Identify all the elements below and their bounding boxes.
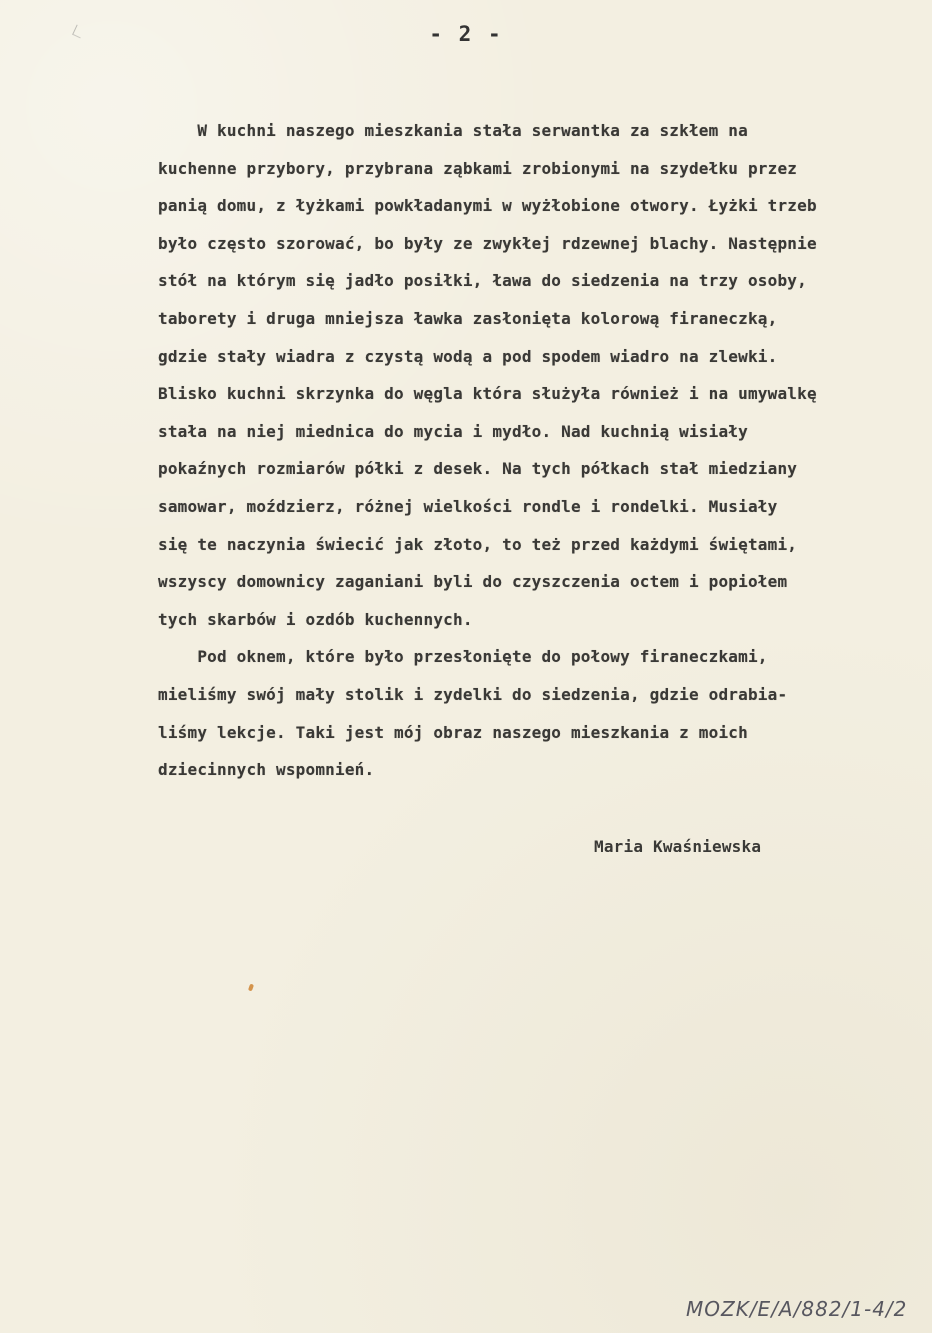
text-line: wszyscy domownicy zaganiani byli do czyszczenia octem i popiołem: [158, 572, 788, 592]
archive-reference: MOZK/E/A/882/1-4/2: [686, 1297, 908, 1321]
text-line: gdzie stały wiadra z czystą wodą a pod spodem wiadro na zlewki.: [158, 346, 778, 366]
text-line: taborety i druga mniejsza ławka zasłonięta kolorową firaneczką,: [158, 308, 778, 328]
text-line: się te naczynia świecić jak złoto, to też przed każdymi świętami,: [158, 534, 798, 554]
text-line: liśmy lekcje. Taki jest mój obraz naszego mieszkania z moich: [158, 722, 748, 742]
text-line: panią domu, z łyżkami powkładanymi w wyżłobione otwory. Łyżki trzeb: [158, 196, 817, 216]
text-line: Blisko kuchni skrzynka do węgla która służyła również i na umywalkę: [158, 384, 817, 404]
text-line: Pod oknem, które było przesłonięte do połowy firaneczkami,: [158, 647, 768, 667]
text-line: stół na którym się jadło posiłki, ława do siedzenia na trzy osoby,: [158, 271, 807, 291]
text-line: stała na niej miednica do mycia i mydło. Nad kuchnią wisiały: [158, 421, 748, 441]
ink-spot: [248, 984, 254, 992]
text-line: pokaźnych rozmiarów półki z desek. Na tych półkach stał miedziany: [158, 459, 798, 479]
text-line: samowar, moździerz, różnej wielkości rondle i rondelki. Musiały: [158, 496, 778, 516]
body-text: [158, 112, 932, 789]
text-line: dziecinnych wspomnień.: [158, 760, 375, 780]
signature: Maria Kwaśniewska: [594, 837, 762, 856]
page-number: - 2 -: [429, 22, 503, 46]
text-line: W kuchni naszego mieszkania stała serwantka za szkłem na: [158, 121, 748, 140]
text-line: tych skarbów i ozdób kuchennych.: [158, 609, 473, 629]
text-line: mieliśmy swój mały stolik i zydelki do siedzenia, gdzie odrabia-: [158, 684, 788, 704]
text-line: kuchenne przybory, przybrana ząbkami zrobionymi na szydełku przez: [158, 158, 798, 178]
text-line: było często szorować, bo były ze zwykłej rdzewnej blachy. Następnie: [158, 233, 817, 253]
